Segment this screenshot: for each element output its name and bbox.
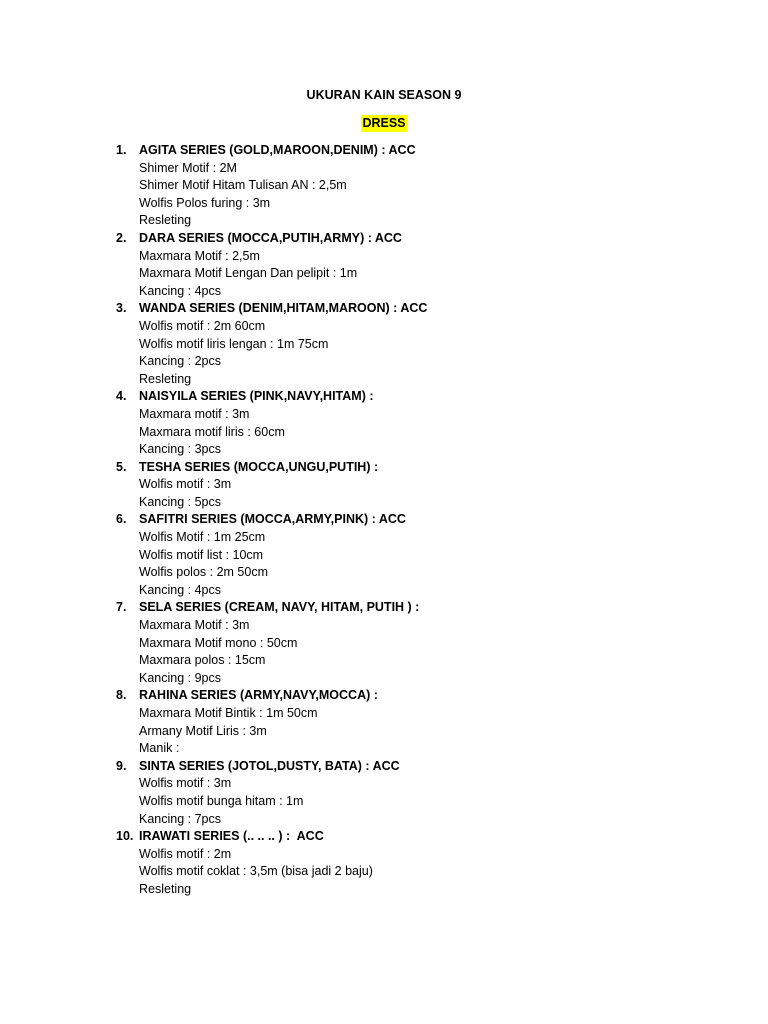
- item-detail: Wolfis motif bunga hitam : 1m: [139, 793, 304, 808]
- item-detail: Maxmara polos : 15cm: [139, 653, 266, 668]
- item-detail: Kancing : 4pcs: [139, 582, 221, 597]
- item-detail: Wolfis motif list : 10cm: [139, 547, 264, 562]
- series-item: [0, 459, 768, 512]
- item-detail: Kancing : 3pcs: [139, 442, 221, 457]
- item-title: WANDA SERIES (DENIM,HITAM,MAROON) : ACC: [139, 301, 428, 316]
- item-detail: Maxmara Motif mono : 50cm: [139, 635, 298, 650]
- item-detail: Maxmara motif liris : 60cm: [139, 424, 285, 439]
- item-number: 10.: [116, 829, 134, 844]
- item-number: 9.: [116, 758, 127, 773]
- item-title: SINTA SERIES (JOTOL,DUSTY, BATA) : ACC: [139, 758, 400, 773]
- series-item: [0, 230, 768, 300]
- series-list: [0, 142, 768, 899]
- item-detail: Wolfis motif : 3m: [139, 776, 232, 791]
- document-title: UKURAN KAIN SEASON 9: [306, 88, 462, 102]
- item-detail: Kancing : 2pcs: [139, 354, 221, 369]
- item-detail: Resleting: [139, 213, 192, 228]
- item-detail: Resleting: [139, 881, 192, 896]
- series-item: [0, 300, 768, 388]
- item-detail: Manik :: [139, 741, 180, 756]
- series-item: [0, 828, 768, 898]
- item-detail: Wolfis motif : 3m: [139, 477, 232, 492]
- item-number: 2.: [116, 230, 127, 245]
- item-detail: Maxmara Motif : 3m: [139, 618, 250, 633]
- item-title: SELA SERIES (CREAM, NAVY, HITAM, PUTIH ) :: [139, 600, 420, 615]
- item-number: 5.: [116, 459, 127, 474]
- item-detail: Wolfis motif : 2m: [139, 846, 232, 861]
- item-detail: Wolfis motif liris lengan : 1m 75cm: [139, 336, 329, 351]
- item-detail: Kancing : 4pcs: [139, 283, 221, 298]
- item-detail: Kancing : 9pcs: [139, 670, 221, 685]
- item-title: DARA SERIES (MOCCA,PUTIH,ARMY) : ACC: [139, 230, 402, 245]
- item-detail: Maxmara Motif Lengan Dan pelipit : 1m: [139, 266, 358, 281]
- item-number: 4.: [116, 389, 127, 404]
- item-title: SAFITRI SERIES (MOCCA,ARMY,PINK) : ACC: [139, 512, 406, 527]
- item-detail: Wolfis Polos furing : 3m: [139, 195, 271, 210]
- item-detail: Wolfis polos : 2m 50cm: [139, 565, 268, 580]
- series-item: [0, 758, 768, 828]
- series-item: [0, 687, 768, 757]
- item-number: 8.: [116, 688, 127, 703]
- series-item: [0, 511, 768, 599]
- series-item: [0, 142, 768, 230]
- item-number: 7.: [116, 600, 127, 615]
- item-detail: Armany Motif Liris : 3m: [139, 723, 267, 738]
- section-heading-row: [0, 115, 768, 132]
- item-title: IRAWATI SERIES (.. .. .. ) : ACC: [139, 829, 324, 844]
- item-detail: Wolfis motif coklat : 3,5m (bisa jadi 2 baju): [139, 864, 373, 879]
- item-detail: Shimer Motif Hitam Tulisan AN : 2,5m: [139, 178, 347, 193]
- item-detail: Maxmara motif : 3m: [139, 406, 250, 421]
- item-title: RAHINA SERIES (ARMY,NAVY,MOCCA) :: [139, 688, 378, 703]
- item-detail: Maxmara Motif Bintik : 1m 50cm: [139, 706, 318, 720]
- item-title: AGITA SERIES (GOLD,MAROON,DENIM) : ACC: [139, 143, 416, 157]
- item-number: 3.: [116, 301, 127, 316]
- item-detail: Wolfis motif : 2m 60cm: [139, 318, 266, 333]
- item-title: NAISYILA SERIES (PINK,NAVY,HITAM) :: [139, 389, 374, 404]
- section-heading: DRESS: [362, 116, 406, 130]
- item-detail: Kancing : 5pcs: [139, 494, 221, 509]
- item-detail: Resleting: [139, 371, 192, 386]
- item-detail: Wolfis Motif : 1m 25cm: [139, 530, 266, 545]
- item-detail: Shimer Motif : 2M: [139, 160, 237, 175]
- item-number: 6.: [116, 512, 127, 527]
- item-number: 1.: [116, 143, 127, 157]
- item-detail: Kancing : 7pcs: [139, 811, 221, 826]
- series-item: [0, 388, 768, 458]
- item-title: TESHA SERIES (MOCCA,UNGU,PUTIH) :: [139, 459, 379, 474]
- series-item: [0, 599, 768, 687]
- item-detail: Maxmara Motif : 2,5m: [139, 248, 260, 263]
